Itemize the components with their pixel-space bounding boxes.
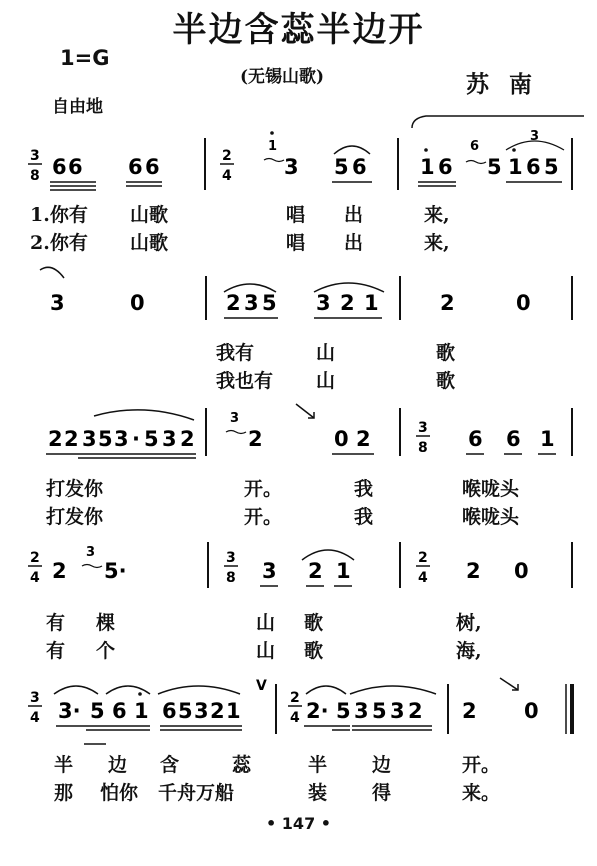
time-sig-num: 3: [226, 550, 236, 566]
time-sig-den: 4: [418, 570, 428, 586]
note: 0: [130, 291, 145, 315]
lyric-text: 含: [160, 754, 180, 776]
note: 3: [82, 427, 97, 451]
lyric-text: 来,: [424, 232, 450, 254]
lyric-text: 那: [54, 782, 74, 804]
dot: ·: [132, 427, 140, 451]
lyric-text: 我也有: [216, 370, 274, 392]
note: 1: [226, 699, 241, 723]
lyric-text: 半: [54, 754, 74, 776]
note: 5: [144, 427, 159, 451]
time-sig-num: 3: [30, 148, 40, 164]
tempo-marking: 自由地: [52, 97, 103, 117]
key-signature: 1=G: [60, 46, 110, 70]
note: 3: [316, 291, 331, 315]
note: 6: [145, 155, 160, 179]
note: 5: [98, 427, 113, 451]
lyric-text: 来,: [424, 204, 450, 226]
note: 5: [487, 155, 502, 179]
note: 5: [90, 699, 105, 723]
note: 6: [128, 155, 143, 179]
note: 6: [112, 699, 127, 723]
note: 6: [162, 699, 177, 723]
lyric-text: 我: [354, 478, 374, 500]
page-number: • 147 •: [266, 814, 331, 833]
lyric-text: 山: [316, 370, 336, 392]
time-sig-den: 8: [418, 440, 428, 456]
note: 5: [178, 699, 193, 723]
lyric-text: 树,: [456, 612, 482, 634]
lyric-text: 开。: [244, 478, 283, 500]
lyric-text: 出: [344, 204, 364, 226]
time-sig-num: 2: [290, 690, 300, 706]
lyric-text: 半: [308, 754, 328, 776]
note: 3: [50, 291, 65, 315]
lyric-text: 装: [308, 782, 328, 804]
note: 2: [440, 291, 455, 315]
grace-note: 3: [230, 411, 240, 426]
lyric-text: 歌: [436, 370, 456, 392]
lyric-text: 歌: [304, 612, 324, 634]
time-sig-num: 2: [222, 148, 232, 164]
note: 2: [248, 427, 263, 451]
note: 2: [180, 427, 195, 451]
note: 3: [114, 427, 129, 451]
note: 3: [194, 699, 209, 723]
note: 3: [162, 427, 177, 451]
note: 0: [524, 699, 539, 723]
lyric-text: 唱: [286, 232, 306, 254]
lyric-text: 开。: [244, 506, 283, 528]
lyric-text: 蕊: [232, 754, 252, 776]
note: 5: [544, 155, 559, 179]
note: 1: [364, 291, 379, 315]
lyric-text: 歌: [436, 342, 456, 364]
time-sig-den: 4: [222, 168, 232, 184]
note: 2: [340, 291, 355, 315]
lyric-text: 个: [96, 640, 116, 662]
grace-note: 6: [470, 139, 480, 154]
note: 3: [262, 559, 277, 583]
lyric-text: 山歌: [130, 232, 169, 254]
time-sig-den: 4: [290, 710, 300, 726]
note: 5·: [104, 559, 127, 583]
lyric-text: 得: [372, 782, 392, 804]
note: 2: [466, 559, 481, 583]
lyric-text: 棵: [96, 612, 116, 634]
note: 5: [372, 699, 387, 723]
note: 1: [508, 155, 523, 179]
note: 2: [52, 559, 67, 583]
note: 2: [462, 699, 477, 723]
score-line-5: [28, 678, 572, 744]
lyric-text: 有: [46, 612, 66, 634]
lyric-text: 千舟万船: [158, 782, 235, 804]
lyric-text: 打发你: [46, 478, 104, 500]
lyric-text: 喉咙头: [462, 478, 520, 500]
note: 2: [308, 559, 323, 583]
lyric-text: 喉咙头: [462, 506, 520, 528]
note: 2: [356, 427, 371, 451]
arranger-credit: 苏南: [466, 71, 552, 98]
note: 0: [334, 427, 349, 451]
score-line-1: [28, 116, 584, 190]
lyric-text: 怕你: [100, 782, 139, 804]
note: 3·: [58, 699, 81, 723]
time-sig-num: 3: [418, 420, 428, 436]
time-sig-num: 3: [30, 690, 40, 706]
note: 3: [284, 155, 299, 179]
time-sig-den: 4: [30, 710, 40, 726]
note: 6: [526, 155, 541, 179]
note: 3: [244, 291, 259, 315]
lyric-text: 1.你有: [30, 204, 88, 226]
time-sig-num: 2: [30, 550, 40, 566]
note: 2·: [306, 699, 329, 723]
note: 1: [540, 427, 555, 451]
note: 6: [468, 427, 483, 451]
note: 2: [64, 427, 79, 451]
lyric-text: 边: [108, 754, 128, 776]
note: 6: [438, 155, 453, 179]
time-sig-den: 8: [30, 168, 40, 184]
lyric-text: 有: [46, 640, 66, 662]
note: 6: [52, 155, 67, 179]
score-line-4: [28, 542, 572, 588]
note: 1: [134, 699, 149, 723]
score-line-3: [46, 404, 572, 458]
note: 0: [516, 291, 531, 315]
time-sig-den: 4: [30, 570, 40, 586]
lyric-text: 唱: [286, 204, 306, 226]
lyric-text: 出: [344, 232, 364, 254]
note: 2: [48, 427, 63, 451]
note: 2: [408, 699, 423, 723]
lyric-text: 海,: [456, 640, 482, 662]
note: 3: [354, 699, 369, 723]
lyric-text: 我: [354, 506, 374, 528]
lyric-text: 歌: [304, 640, 324, 662]
note: 3: [390, 699, 405, 723]
lyric-text: 打发你: [46, 506, 104, 528]
note: 1: [420, 155, 435, 179]
note: 6: [352, 155, 367, 179]
triplet-mark: 3: [530, 129, 540, 144]
lyric-text: 边: [372, 754, 392, 776]
note: 5: [334, 155, 349, 179]
grace-note: 3: [86, 545, 96, 560]
lyric-text: 来。: [462, 782, 501, 804]
note: 6: [68, 155, 83, 179]
note: 1: [336, 559, 351, 583]
note: 0: [514, 559, 529, 583]
time-sig-den: 8: [226, 570, 236, 586]
grace-note: 1: [268, 139, 278, 154]
note: 2: [210, 699, 225, 723]
note: 5: [262, 291, 277, 315]
time-sig-num: 2: [418, 550, 428, 566]
subtitle: (无锡山歌): [240, 67, 325, 87]
note: 6: [506, 427, 521, 451]
note: 2: [226, 291, 241, 315]
lyric-text: 我有: [216, 342, 255, 364]
lyric-text: 山: [316, 342, 336, 364]
page-title: 半边含蕊半边开: [172, 10, 425, 50]
lyric-text: 山: [256, 640, 276, 662]
lyric-text: 山歌: [130, 204, 169, 226]
lyric-text: 开。: [462, 754, 501, 776]
lyric-text: 2.你有: [30, 232, 88, 254]
note: 5: [336, 699, 351, 723]
breath-mark: V: [256, 678, 267, 694]
score-line-2: [40, 267, 572, 320]
lyric-text: 山: [256, 612, 276, 634]
